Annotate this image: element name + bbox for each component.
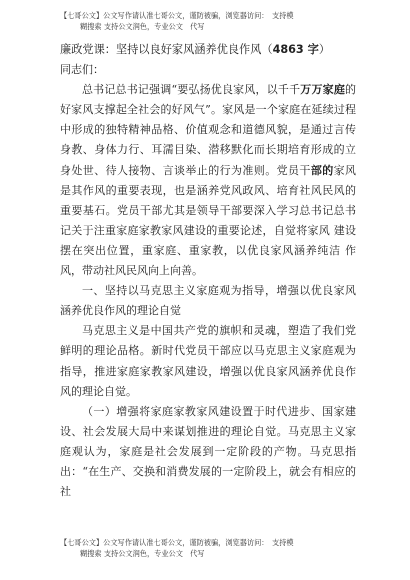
paragraph-intro-part3: 家风是其作风的重要表现，也是涵养党风政风、培育社风民风的重要基石。党员干部尤其是领导干部要深入学习总书记总书记关于注重家庭家教家风建设的重要论述，自觉将家风 建设摆在突出位置，重家庭、重家教，以优良家风涵养纯洁 作风，带动社风民风向上向善。 [60, 163, 357, 278]
title-close: ） [318, 43, 331, 56]
document-body [60, 40, 356, 502]
header-banner [60, 10, 360, 32]
paragraph-subsection-1: （一）增强将家庭家教家风建设置于时代进步、国家建设、社会发展大局中来谋划推进的理论自觉。马克思主义家庭观认为，家庭是社会发展到一定阶段的产物。马克思指出：“在生产、交换和消费发展的一定阶段上，就会有相应的社 [60, 404, 356, 499]
paragraph-intro-part1: 总书记总书记强调“要弘扬优良家风，以千千 [82, 83, 301, 97]
header-banner-line1: 【七哥公文】公文写作请认准七哥公文，谨防被骗，浏览器访问： 支持模 [60, 11, 294, 20]
document-title [60, 40, 356, 60]
paragraph-intro [60, 80, 356, 281]
paragraph-intro-part2: 的好家风支撑起全社会的好风气”。家风是一个家庭在延续过程中形成的独特精神品格、价值观念和道德风貌，是通过言传身教、身体力行、耳濡目染、潜移默化而长期培育形成的立身处世、待人接物、言谈举止的行为准则。党员干 [60, 83, 357, 177]
header-banner-line2: 糊搜索 支持公文润色，专业公文 代写 [80, 22, 205, 31]
salutation: 同志们： [60, 63, 104, 77]
paragraph-intro-bold2: 部的 [310, 163, 334, 177]
paragraph-intro-bold1: 万万家庭 [300, 83, 346, 97]
paragraph-marxism: 马克思主义是中国共产党的旗帜和灵魂，塑造了我们党鲜明的理论品格。新时代党员干部应以马克思主义家庭观为指导，推进家庭家教家风建设，增强以优良家风涵养优良作风的理论自觉。 [60, 324, 356, 398]
footer-banner-line2: 糊搜索 支持公文润色，专业公文 代写 [80, 549, 205, 558]
title-word-count: 4863 字 [272, 43, 319, 56]
title-text: 廉政党课：坚持以良好家风涵养优良作风（ [60, 43, 273, 56]
section-heading-1: 一、坚持以马克思主义家庭观为指导，增强以优良家风涵养优良作风的理论自觉 [60, 284, 356, 318]
footer-banner [60, 537, 360, 559]
footer-banner-line1: 【七哥公文】公文写作请认准七哥公文，谨防被骗，浏览器访问： 支持模 [60, 538, 294, 547]
